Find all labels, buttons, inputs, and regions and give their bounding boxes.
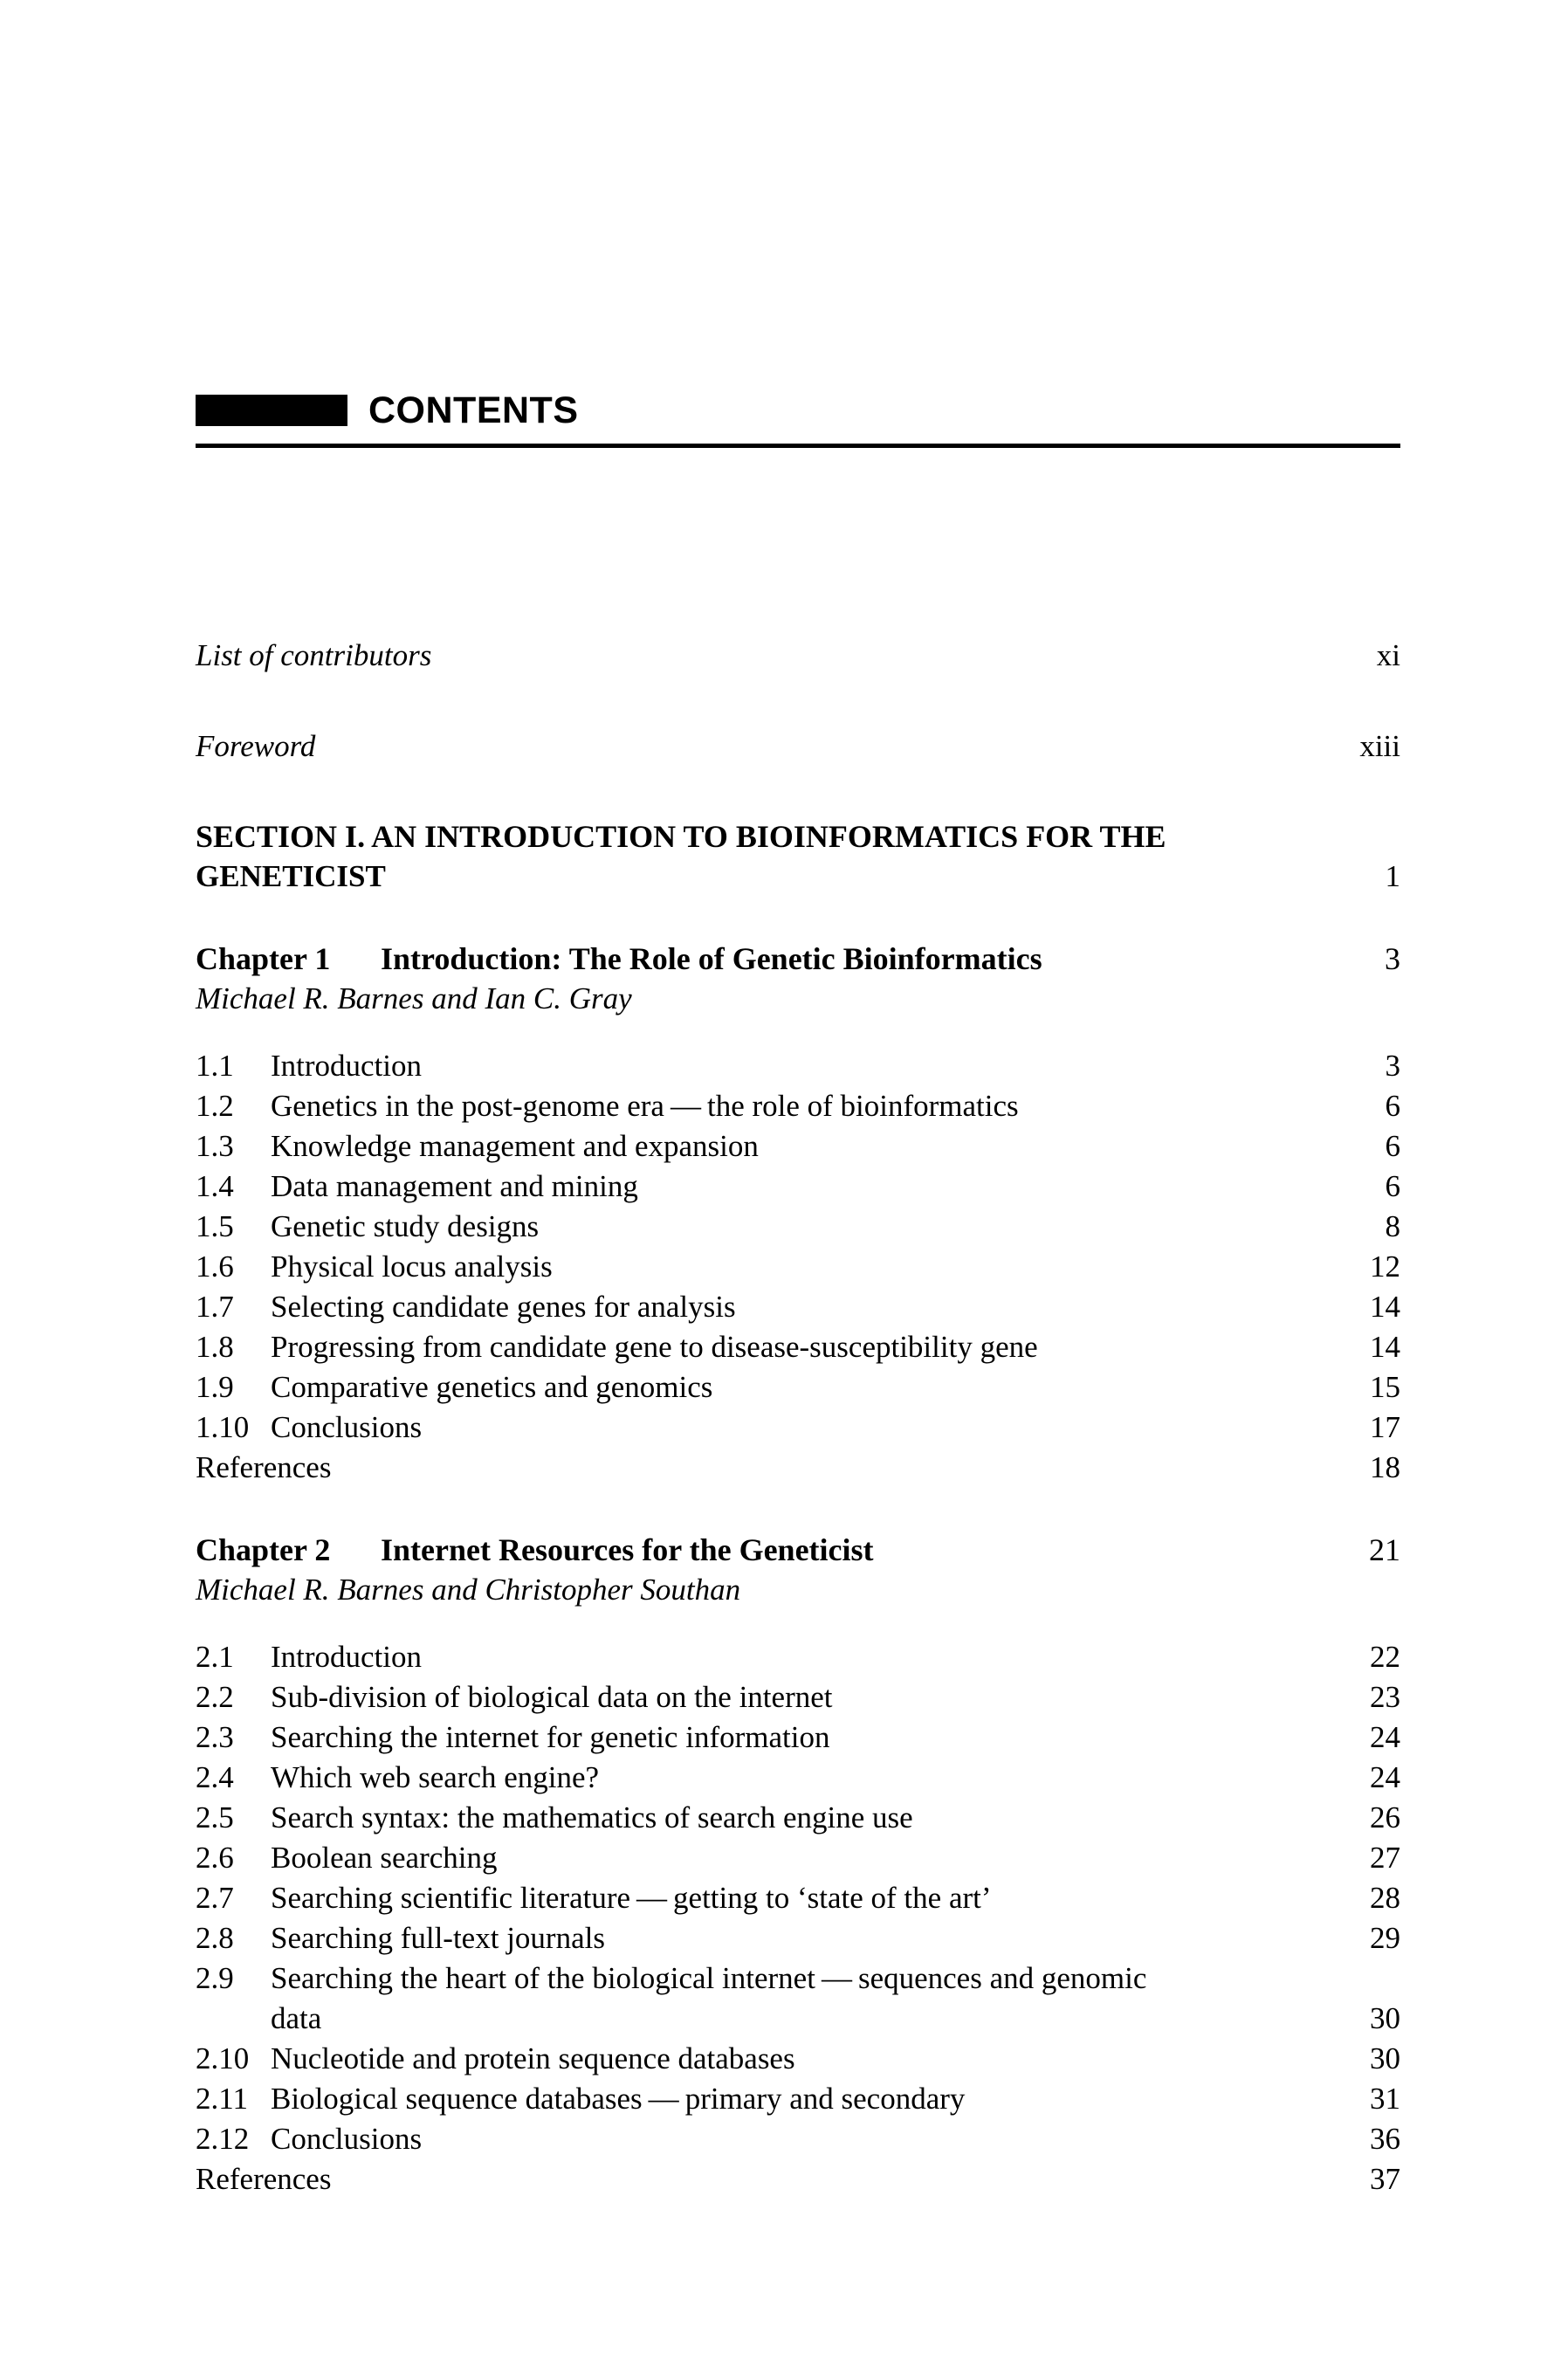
entry-title: Knowledge management and expansion [271, 1129, 759, 1163]
entry-number: 2.9 [196, 1961, 234, 1995]
entry-page: 30 [1370, 2041, 1400, 2075]
section-title-line1[interactable]: SECTION I. AN INTRODUCTION TO BIOINFORMATICS FOR THE [196, 819, 1166, 854]
entry-page: 6 [1385, 1169, 1400, 1203]
entry-page: 26 [1370, 1800, 1400, 1834]
entry-title: Boolean searching [271, 1841, 498, 1875]
entry-page: 17 [1370, 1410, 1400, 1444]
entry-page: 31 [1370, 2082, 1400, 2116]
entry-page: 29 [1370, 1921, 1400, 1955]
entry-page: 6 [1385, 1129, 1400, 1163]
entry-number: 1.4 [196, 1169, 234, 1203]
entry-page: 6 [1385, 1089, 1400, 1123]
entry-title: Conclusions [271, 1410, 423, 1444]
chapter-title: Internet Resources for the Geneticist [381, 1532, 874, 1567]
entry-number: 2.7 [196, 1881, 234, 1915]
entry-title: Data management and mining [271, 1169, 638, 1203]
heading-bar [196, 395, 347, 426]
entry-title: Sub-division of biological data on the internet [271, 1680, 833, 1714]
entry-page: 22 [1370, 1640, 1400, 1674]
entry-title: List of contributors [196, 638, 432, 672]
entry-number: 2.6 [196, 1841, 234, 1875]
entry-number: 2.2 [196, 1680, 234, 1714]
entry-title: Searching the heart of the biological internet — sequences and genomic [271, 1961, 1147, 1995]
entry-title: Genetics in the post-genome era — the role of bioinformatics [271, 1089, 1019, 1123]
entry-page: 12 [1370, 1249, 1400, 1284]
entry-page: 18 [1370, 1450, 1400, 1484]
entry-number: 1.2 [196, 1089, 234, 1123]
entry-title: References [196, 1450, 332, 1484]
entry-title: Genetic study designs [271, 1209, 540, 1243]
entry-number: 2.4 [196, 1760, 234, 1794]
entry-number: 1.5 [196, 1209, 234, 1243]
entry-page: 23 [1370, 1680, 1400, 1714]
entry-title: Progressing from candidate gene to disease-susceptibility gene [271, 1330, 1038, 1364]
entry-title: Comparative genetics and genomics [271, 1370, 713, 1404]
entry-number: 1.8 [196, 1330, 234, 1364]
entry-page: 27 [1370, 1841, 1400, 1875]
contents-heading [196, 384, 1400, 449]
entry-title: Nucleotide and protein sequence databases [271, 2041, 795, 2075]
entry-page: xiii [1359, 729, 1400, 763]
entry-title: Searching the internet for genetic information [271, 1720, 830, 1754]
entry-page: 28 [1370, 1881, 1400, 1915]
entry-number: 1.6 [196, 1249, 234, 1284]
entry-page: 30 [1370, 2001, 1400, 2035]
entry-number: 2.8 [196, 1921, 234, 1955]
entry-title: Introduction [271, 1049, 423, 1083]
entry-title: Introduction [271, 1640, 423, 1674]
entry-number: 2.1 [196, 1640, 234, 1674]
chapter-2-authors: Michael R. Barnes and Christopher Southan [196, 1573, 741, 1607]
chapter-label: Chapter 1 [196, 941, 331, 976]
entry-title: Searching scientific literature — getting to ‘state of the art’ [271, 1881, 992, 1915]
entry-page: xi [1376, 638, 1400, 672]
entry-number: 2.5 [196, 1800, 234, 1834]
entry-page: 15 [1370, 1370, 1400, 1404]
heading-rule [196, 444, 1400, 448]
entry-page: 14 [1370, 1330, 1400, 1364]
entry-title: Foreword [196, 729, 316, 763]
entry-title: Selecting candidate genes for analysis [271, 1290, 736, 1324]
entry-title-continued: data [271, 2001, 322, 2035]
section-page: 1 [1385, 859, 1400, 893]
entry-number: 1.3 [196, 1129, 234, 1163]
entry-page: 37 [1370, 2162, 1400, 2196]
chapter-1-authors: Michael R. Barnes and Ian C. Gray [196, 981, 632, 1015]
entry-number: 2.10 [196, 2041, 250, 2075]
chapter-label: Chapter 2 [196, 1532, 331, 1567]
entry-number: 1.10 [196, 1410, 250, 1444]
entry-number: 1.1 [196, 1049, 234, 1083]
entry-page: 8 [1385, 1209, 1400, 1243]
entry-title: Search syntax: the mathematics of search engine use [271, 1800, 913, 1834]
chapter-title: Introduction: The Role of Genetic Bioinformatics [381, 941, 1042, 976]
entry-page: 36 [1370, 2122, 1400, 2156]
toc-entry[interactable] [196, 1958, 1400, 2039]
entry-page: 3 [1385, 1049, 1400, 1083]
entry-title: Searching full-text journals [271, 1921, 605, 1955]
entry-number: 1.7 [196, 1290, 234, 1324]
section-title-line2: GENETICIST [196, 859, 386, 893]
entry-title: Conclusions [271, 2122, 423, 2156]
chapter-page: 21 [1369, 1532, 1400, 1567]
entry-page: 14 [1370, 1290, 1400, 1324]
entry-number: 2.11 [196, 2082, 248, 2116]
entry-page: 24 [1370, 1760, 1400, 1794]
entry-title: Which web search engine? [271, 1760, 600, 1794]
entry-title: Biological sequence databases — primary and secondary [271, 2082, 966, 2116]
entry-number: 2.3 [196, 1720, 234, 1754]
entry-title: References [196, 2162, 332, 2196]
page-title: CONTENTS [368, 389, 579, 431]
chapter-page: 3 [1385, 941, 1400, 976]
entry-page: 24 [1370, 1720, 1400, 1754]
entry-number: 2.12 [196, 2122, 250, 2156]
entry-number: 1.9 [196, 1370, 234, 1404]
entry-title: Physical locus analysis [271, 1249, 553, 1284]
